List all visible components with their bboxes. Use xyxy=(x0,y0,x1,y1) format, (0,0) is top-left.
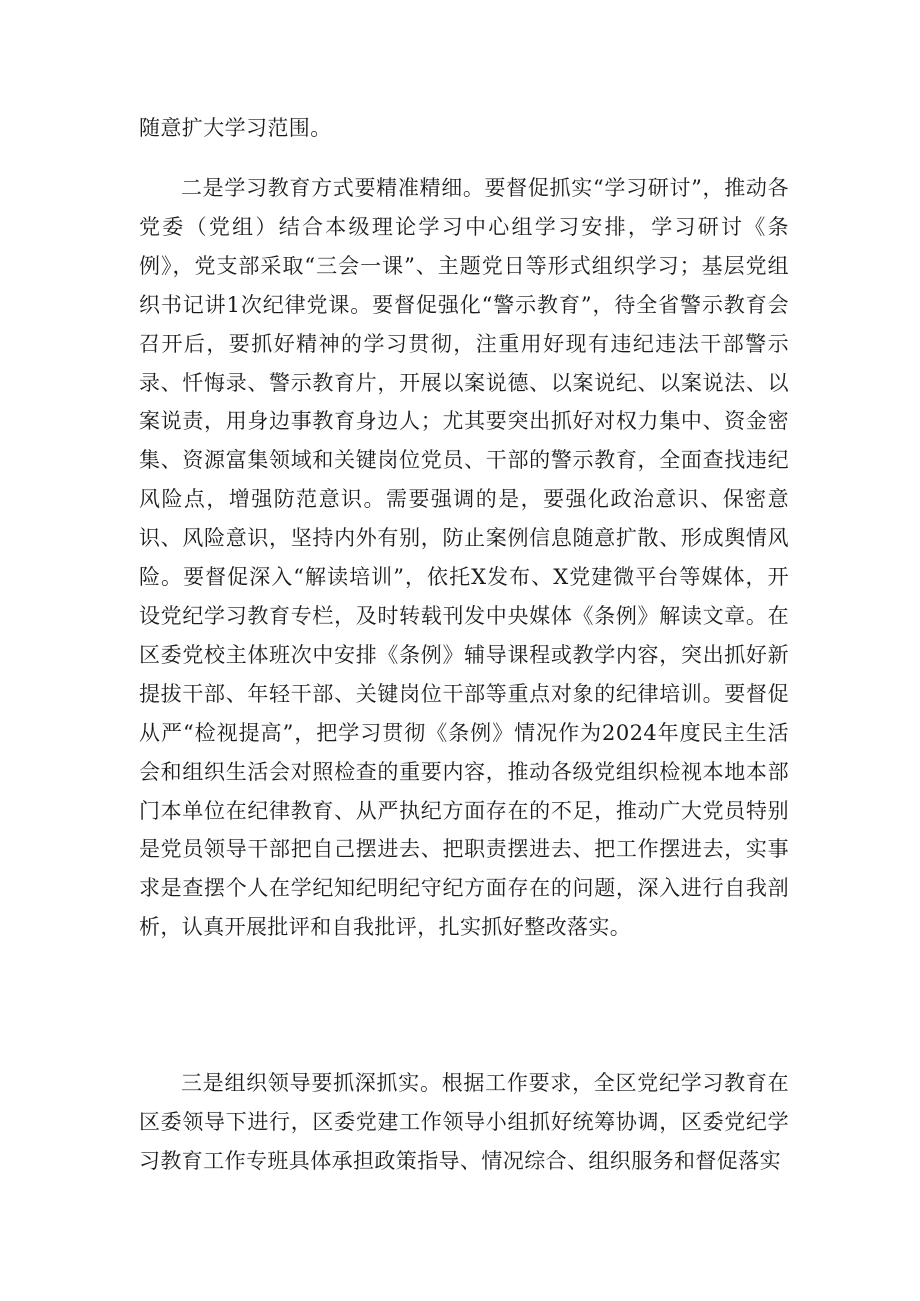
paragraph-organizational-leadership: 三是组织领导要抓深抓实。根据工作要求，全区党纪学习教育在区委领导下进行，区委党建工作领导小组抓好统筹协调，区委党纪学习教育工作专班具体承担政策指导、情况综合、组织服务和督促落实 xyxy=(139,1071,789,1173)
paragraph-learning-methods: 二是学习教育方式要精准精细。要督促抓实“学习研讨”，推动各党委（党组）结合本级理论学习中心组学习安排，学习研讨《条例》，党支部采取“三会一课”、主题党日等形式组织学习；基层党组织书记讲1次纪律党课。要督促强化“警示教育”，待全省警示教育会召开后，要抓好精神的学习贯彻，注重用好现有违纪违法干部警示录、忏悔录、警示教育片，开展以案说德、以案说纪、以案说法、以案说责，用身边事教育身边人；尤其要突出抓好对权力集中、资金密集、资源富集领域和关键岗位党员、干部的警示教育，全面查找违纪风险点，增强防范意识。需要强调的是，要强化政治意识、保密意识、风险意识，坚持内外有别，防止案例信息随意扩散、形成舆情风险。要督促深入“解读培训”，依托X发布、X党建微平台等媒体，开设党纪学习教育专栏，及时转载刊发中央媒体《条例》解读文章。在区委党校主体班次中安排《条例》辅导课程或教学内容，突出抓好新提拔干部、年轻干部、关键岗位干部等重点对象的纪律培训。要督促从严“检视提高”，把学习贯彻《条例》情况作为2024年度民主生活会和组织生活会对照检查的重要内容，推动各级党组织检视本地本部门本单位在纪律教育、从严执纪方面存在的不足，推动广大党员特别是党员领导干部把自己摆进去、把职责摆进去、把工作摆进去，实事求是查摆个人在学纪知纪明纪守纪方面存在的问题，深入进行自我剖析，认真开展批评和自我批评，扎实抓好整改落实。 xyxy=(139,176,789,940)
paragraph-continuation: 随意扩大学习范围。 xyxy=(139,116,332,140)
